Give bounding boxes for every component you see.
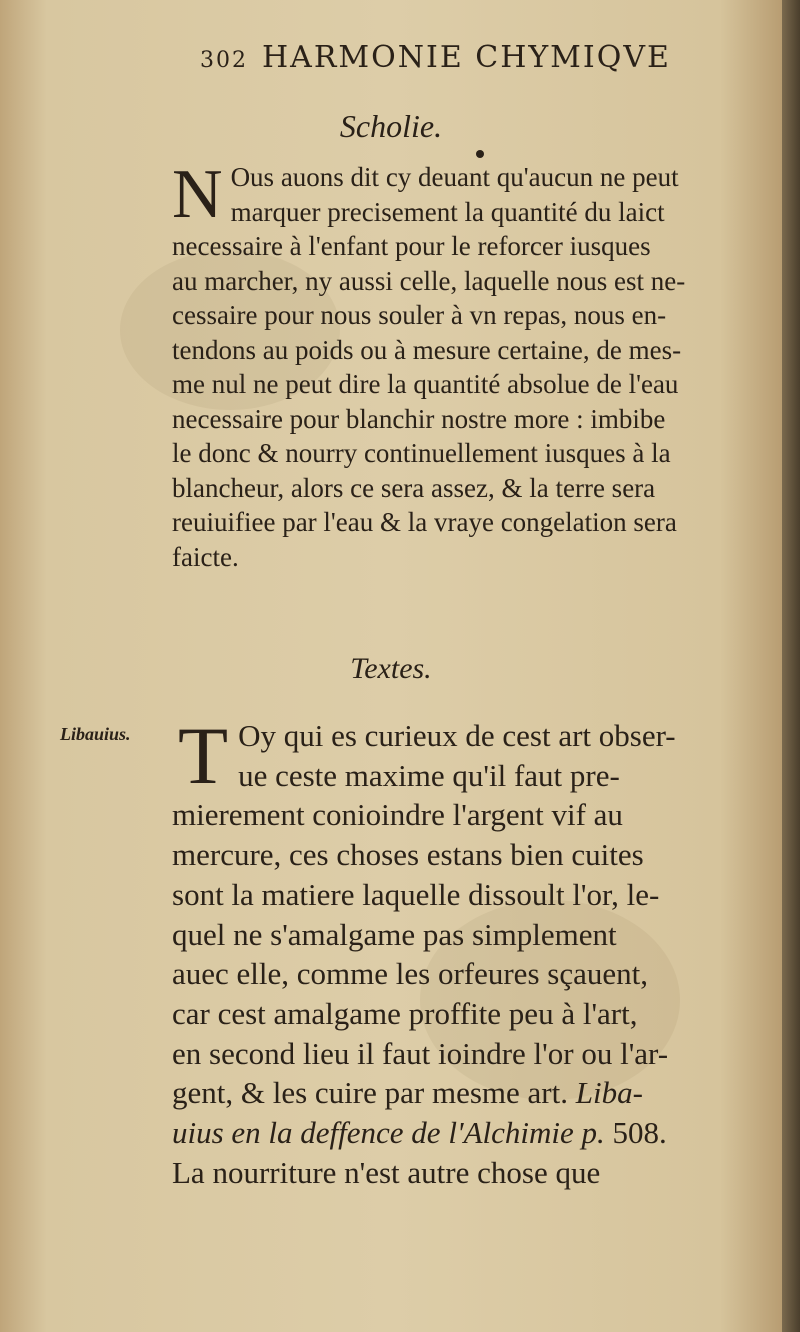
text-line-segment: gent, & les cuire par mesme art.: [172, 1075, 568, 1111]
text-line: faicte.: [172, 541, 239, 572]
text-line: necessaire à l'enfant pour le reforcer iusques: [172, 231, 651, 261]
running-header: [200, 40, 770, 90]
running-title: HARMONIE CHYMIQVE: [262, 40, 671, 75]
text-line: auec elle, comme les orfeures sçauent,: [172, 956, 648, 992]
text-line: necessaire pour blanchir nostre more : imbibe: [172, 403, 666, 434]
text-line: reuiuifiee par l'eau & la vraye congelation sera: [172, 507, 677, 537]
textes-paragraph: [172, 710, 790, 1192]
citation-lead: Liba-: [575, 1075, 643, 1111]
citation-text: uius en la deffence de l'Alchimie p.: [172, 1115, 605, 1151]
text-line: sont la matiere laquelle dissoult l'or, le-: [172, 876, 660, 912]
page-edge: [782, 0, 800, 1332]
scholie-paragraph: [172, 156, 790, 574]
page-number: 302: [200, 48, 248, 73]
margin-note: Libauius.: [60, 724, 131, 744]
text-line: tendons au poids ou à mesure certaine, de mes-: [172, 334, 682, 365]
text-line: me nul ne peut dire la quantité absolue de l'eau: [172, 369, 679, 399]
text-line: mercure, ces choses estans bien cuites: [172, 837, 644, 873]
text-line: Ous auons dit cy deuant qu'aucun ne peut: [230, 162, 679, 192]
text-line: Oy qui es curieux de cest art obser-: [238, 718, 676, 753]
text-line: quel ne s'amalgame pas simplement: [172, 916, 617, 952]
text-line: car cest amalgame proffite peu à l'art,: [172, 995, 638, 1031]
section-heading-textes: Textes.: [350, 652, 432, 685]
citation-line: [172, 1113, 790, 1153]
text-line: blancheur, alors ce sera assez, & la terre sera: [172, 472, 656, 503]
text-line: cessaire pour nous souler à vn repas, nous en-: [172, 300, 667, 330]
section-heading-scholie: Scholie.: [339, 108, 443, 144]
text-line: le donc & nourry continuellement iusques à la: [172, 438, 671, 468]
drop-cap: N: [172, 156, 223, 233]
text-line: [172, 1073, 790, 1113]
text-line: au marcher, ny aussi celle, laquelle nous est ne-: [172, 265, 686, 296]
text-line: mierement conioindre l'argent vif au: [172, 797, 623, 833]
drop-cap: T: [178, 710, 229, 801]
ornament-dot: [476, 150, 484, 158]
text-line: La nourriture n'est autre chose que: [172, 1154, 601, 1190]
text-line: ue ceste maxime qu'il faut pre-: [238, 757, 620, 793]
citation-page: 508.: [612, 1115, 667, 1151]
text-line: marquer precisement la quantité du laict: [230, 196, 665, 227]
text-line: en second lieu il faut ioindre l'or ou l'ar-: [172, 1035, 669, 1071]
